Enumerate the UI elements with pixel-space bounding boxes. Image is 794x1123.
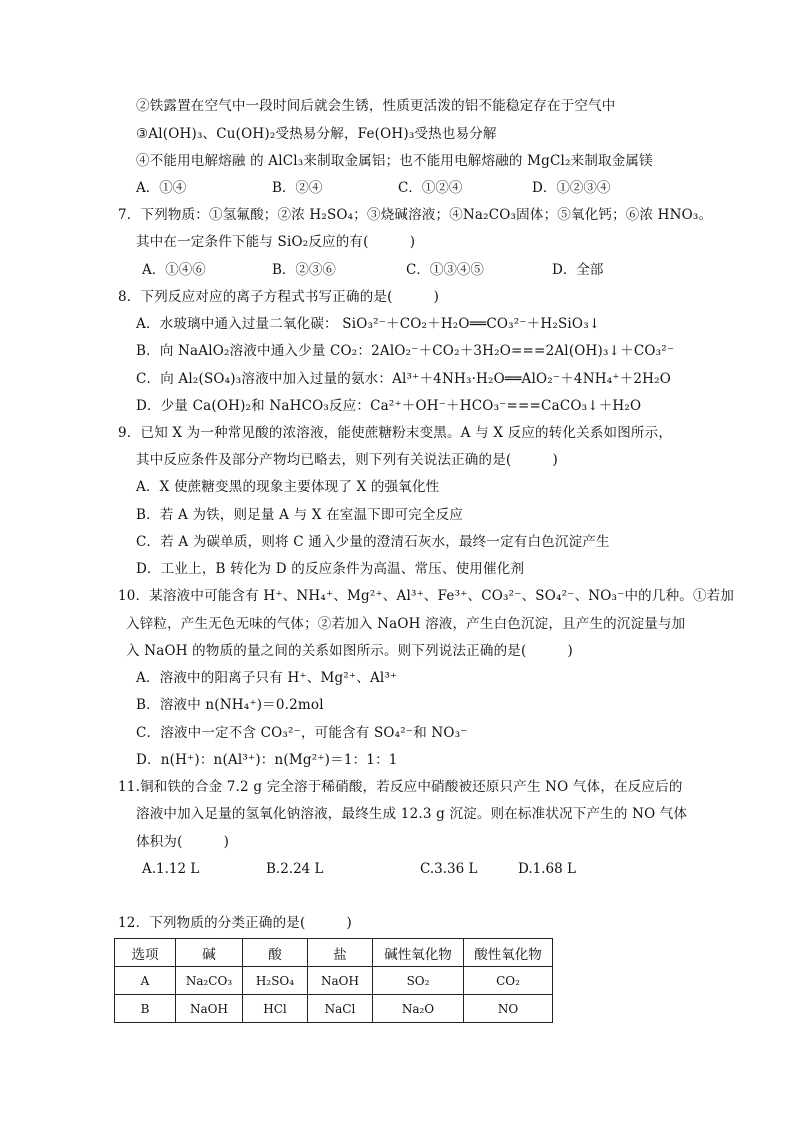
q10-stem: 10．某溶液中可能含有 H⁺、NH₄⁺、Mg²⁺、Al³⁺、Fe³⁺、CO₃²⁻、SO₄²⁻、NO₃⁻中的几种。①若加 (118, 588, 735, 604)
table-header-cell: 酸 (243, 939, 308, 967)
q10-stem-cont-1: 入锌粒，产生无色无味的气体；②若加入 NaOH 溶液，产生白色沉淀，且产生的沉淀量与加 (126, 616, 686, 632)
q6-statement-4: ④不能用电解熔融 的 AlCl₃来制取金属铝；也不能用电解熔融的 MgCl₂来制取金属镁 (136, 153, 653, 169)
q9-option-b: B．若 A 为铁，则足量 A 与 X 在室温下即可完全反应 (136, 507, 464, 523)
table-header-cell: 选项 (115, 939, 176, 967)
q9-option-c: C．若 A 为碳单质，则将 C 通入少量的澄清石灰水，最终一定有白色沉淀产生 (136, 534, 610, 550)
q6-options (136, 178, 696, 198)
q7-stem-cont: 其中在一定条件下能与 SiO₂反应的有( ) (136, 234, 416, 250)
q8-option-b: B．向 NaAlO₂溶液中通入少量 CO₂：2AlO₂⁻＋CO₂＋3H₂O===2Al(OH)₃↓＋CO₃²⁻ (136, 343, 675, 359)
q7-option-b: B．②③⑥ (272, 262, 336, 278)
q7-option-d: D．全部 (552, 262, 604, 278)
q9-option-d: D．工业上，B 转化为 D 的反应条件为高温、常压、使用催化剂 (136, 561, 525, 577)
q12-stem: 12．下列物质的分类正确的是( ) (118, 915, 353, 931)
q8-option-a: A．水玻璃中通入过量二氧化碳： SiO₃²⁻＋CO₂＋H₂O══CO₃²⁻＋H₂SiO₃↓ (136, 316, 601, 332)
table-header-cell: 盐 (308, 939, 373, 967)
q10-option-a: A．溶液中的阳离子只有 H⁺、Mg²⁺、Al³⁺ (136, 670, 398, 686)
table-cell: NaCl (308, 995, 373, 1023)
q7-option-c: C．①③④⑤ (406, 262, 484, 278)
q6-statement-3: ③Al(OH)₃、Cu(OH)₂受热易分解，Fe(OH)₃受热也易分解 (136, 126, 497, 142)
q6-option-b: B．②④ (272, 180, 323, 196)
q11-option-c: C.3.36 L (420, 861, 478, 877)
q6-statement-2: ②铁露置在空气中一段时间后就会生锈，性质更活泼的铝不能稳定存在于空气中 (136, 98, 616, 114)
q11-stem-cont-1: 溶液中加入足量的氢氧化钠溶液，最终生成 12.3 g 沉淀。则在标准状况下产生的 NO 气体 (136, 806, 688, 822)
q11-stem: 11.铜和铁的合金 7.2 g 完全溶于稀硝酸，若反应中硝酸被还原只产生 NO 气体，在反应后的 (118, 779, 683, 795)
table-header-cell: 碱性氧化物 (373, 939, 464, 967)
table-header-cell: 酸性氧化物 (464, 939, 553, 967)
q10-stem-cont-2: 入 NaOH 的物质的量之间的关系如图所示。则下列说法正确的是( ) (126, 643, 574, 659)
q11-option-a: A.1.12 L (142, 861, 200, 877)
table-cell: NaOH (308, 967, 373, 995)
table-header-cell: 碱 (176, 939, 243, 967)
table-cell: SO₂ (373, 967, 464, 995)
q7-option-a: A．①④⑥ (142, 262, 206, 278)
table-cell: B (115, 995, 176, 1023)
q11-option-b: B.2.24 L (266, 861, 324, 877)
q11-stem-cont-2: 体积为( ) (136, 834, 230, 850)
table-header-row (115, 939, 553, 967)
q11-option-d: D.1.68 L (518, 861, 576, 877)
table-cell: HCl (243, 995, 308, 1023)
q9-option-a: A．X 使蔗糖变黑的现象主要体现了 X 的强氧化性 (136, 479, 440, 495)
q11-options (142, 859, 662, 879)
table-cell: CO₂ (464, 967, 553, 995)
q8-option-c: C．向 Al₂(SO₄)₃溶液中加入过量的氨水：Al³⁺＋4NH₃·H₂O══AlO₂⁻＋4NH₄⁺＋2H₂O (136, 371, 671, 387)
q8-option-d: D．少量 Ca(OH)₂和 NaHCO₃反应：Ca²⁺＋OH⁻＋HCO₃⁻===CaCO₃↓＋H₂O (136, 398, 642, 414)
q6-option-a: A．①④ (136, 180, 187, 196)
q9-stem-cont: 其中反应条件及部分产物均已略去，则下列有关说法正确的是( ) (136, 452, 558, 468)
table-cell: NO (464, 995, 553, 1023)
table-cell: H₂SO₄ (243, 967, 308, 995)
q9-stem: 9．已知 X 为一种常见酸的浓溶液，能使蔗糖粉末变黑。A 与 X 反应的转化关系如图所示， (118, 425, 673, 441)
q10-option-d: D．n(H⁺)：n(Al³⁺)：n(Mg²⁺)＝1：1：1 (136, 752, 398, 768)
table-row (115, 995, 553, 1023)
table-cell: Na₂O (373, 995, 464, 1023)
q6-option-d: D．①②③④ (532, 180, 611, 196)
q8-stem: 8．下列反应对应的离子方程式书写正确的是( ) (118, 289, 440, 305)
table-cell: A (115, 967, 176, 995)
classification-table (114, 938, 553, 1023)
q6-option-c: C．①②④ (398, 180, 463, 196)
q10-option-b: B．溶液中 n(NH₄⁺)＝0.2mol (136, 697, 324, 713)
q7-stem: 7．下列物质：①氢氟酸；②浓 H₂SO₄；③烧碱溶液；④Na₂CO₃固体；⑤氧化钙；⑥浓 HNO₃。 (118, 207, 713, 223)
table-cell: Na₂CO₃ (176, 967, 243, 995)
q7-options (136, 260, 696, 280)
table-cell: NaOH (176, 995, 243, 1023)
q10-option-c: C．溶液中一定不含 CO₃²⁻，可能含有 SO₄²⁻和 NO₃⁻ (136, 725, 468, 741)
table-row (115, 967, 553, 995)
